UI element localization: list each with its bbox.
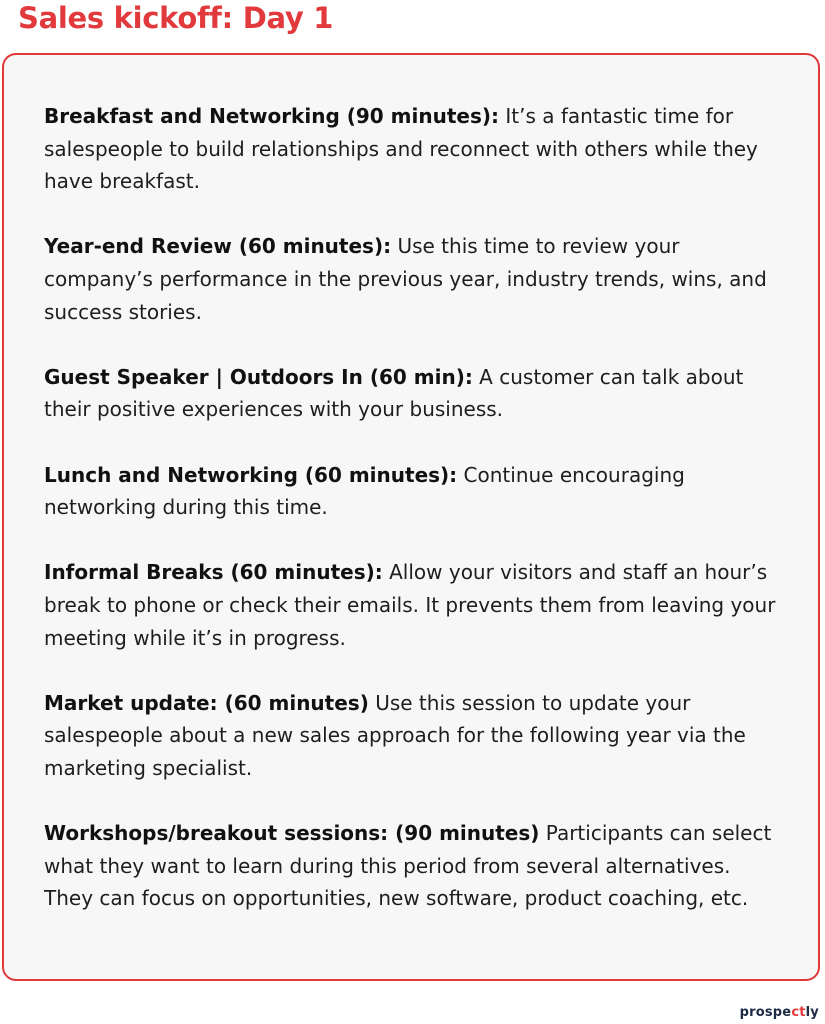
agenda-item-text: A customer can talk about their positive experiences with your business.: [44, 364, 744, 422]
agenda-item-text: Continue encouraging networking during this time.: [44, 462, 685, 520]
agenda-list: [44, 100, 784, 947]
logo-prefix: prospe: [739, 1005, 792, 1020]
page-title: Sales kickoff: Day 1: [18, 1, 334, 35]
agenda-item: [44, 361, 784, 426]
agenda-item-text: Participants can select what they want to learn during this period from several alternatives. They can focus on opportunities, new software, product coaching, etc.: [44, 821, 772, 911]
agenda-item-heading: Informal Breaks (60 minutes):: [44, 560, 383, 585]
agenda-item: [44, 556, 784, 654]
agenda-item: [44, 817, 784, 915]
agenda-item-heading: Market update: (60 minutes): [44, 690, 369, 715]
agenda-item-text: Use this time to review your company’s performance in the previous year, industry trends, wins, and success stories.: [44, 234, 767, 324]
agenda-item-text: Use this session to update your salespeople about a new sales approach for the following year via the marketing specialist.: [44, 690, 746, 780]
agenda-item-heading: Year-end Review (60 minutes):: [44, 234, 392, 259]
agenda-item-heading: Guest Speaker | Outdoors In (60 min):: [44, 364, 473, 389]
logo-accent: ct: [791, 1005, 806, 1020]
agenda-item: [44, 687, 784, 785]
agenda-item: [44, 100, 784, 198]
agenda-item-text: Allow your visitors and staff an hour’s break to phone or check their emails. It prevents them from leaving your meeting while it’s in progress.: [44, 560, 776, 650]
agenda-item: [44, 230, 784, 328]
agenda-item-heading: Lunch and Networking (60 minutes):: [44, 462, 458, 487]
logo-suffix: ly: [805, 1005, 819, 1020]
agenda-item: [44, 459, 784, 524]
prospectly-logo: [740, 1005, 819, 1020]
agenda-item-heading: Workshops/breakout sessions: (90 minutes): [44, 821, 540, 846]
agenda-item-heading: Breakfast and Networking (90 minutes):: [44, 104, 499, 128]
agenda-item-text: It’s a fantastic time for salespeople to build relationships and reconnect with others while they have breakfast.: [44, 104, 758, 194]
